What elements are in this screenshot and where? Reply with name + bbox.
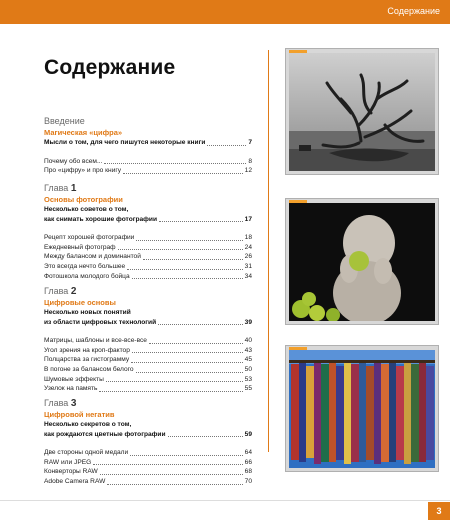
intro-section bbox=[44, 116, 252, 176]
toc-entry[interactable]: из области цифровых технологий 39 bbox=[44, 318, 252, 326]
toc-entry[interactable]: Полцарства за гистограмму 45 bbox=[44, 356, 252, 364]
chapter-subtitle: Цифровые основы bbox=[44, 298, 116, 307]
toc-entry[interactable]: Шумовые эффекты 53 bbox=[44, 375, 252, 383]
hanging-scarves-photo bbox=[289, 350, 435, 468]
chapter-1-section bbox=[44, 183, 252, 281]
photo-frame-2 bbox=[285, 198, 439, 325]
photo-frame-1 bbox=[285, 48, 439, 175]
toc-entry[interactable]: Про «цифру» и про книгу 12 bbox=[44, 167, 252, 175]
page-title: Содержание bbox=[44, 56, 176, 79]
toc-entry[interactable]: В погоне за балансом белого 50 bbox=[44, 365, 252, 373]
toc-entry[interactable]: как рождаются цветные фотографии 59 bbox=[44, 430, 252, 438]
chapter-3-section bbox=[44, 398, 252, 487]
toc-entry[interactable]: RAW или JPEG 66 bbox=[44, 458, 252, 466]
toc-entry[interactable]: Рецепт хорошей фотографии 18 bbox=[44, 234, 252, 242]
toc-entry[interactable]: Adobe Camera RAW 70 bbox=[44, 477, 252, 485]
footer-divider bbox=[0, 500, 450, 501]
toc-entry[interactable]: Ежедневный фотограф 24 bbox=[44, 243, 252, 251]
dead-tree-bw-photo bbox=[289, 53, 435, 171]
header-title: Содержание bbox=[387, 6, 440, 16]
toc-entry[interactable]: Угол зрения на кроп-фактор 43 bbox=[44, 346, 252, 354]
toc-entry[interactable]: Почему обо всем... 8 bbox=[44, 157, 252, 165]
toc-entry[interactable]: Это всегда нечто большее 31 bbox=[44, 262, 252, 270]
toc-entry[interactable]: Узелок на память 55 bbox=[44, 385, 252, 393]
chapter-label: Глава 3 bbox=[44, 398, 77, 409]
intro-label: Введение bbox=[44, 116, 85, 126]
toc-entry[interactable]: Конверторы RAW 68 bbox=[44, 468, 252, 476]
toc-entry[interactable]: Матрицы, шаблоны и все-все-все 40 bbox=[44, 337, 252, 345]
chapter-subtitle: Основы фотографии bbox=[44, 195, 123, 204]
chapter-label: Глава 2 bbox=[44, 286, 77, 297]
chapter-2-section bbox=[44, 286, 252, 394]
chapter-subtitle: Цифровой негатив bbox=[44, 410, 115, 419]
chapter-lead-line: Несколько новых понятий bbox=[44, 309, 131, 316]
chapter-lead-line: Несколько советов о том, bbox=[44, 206, 129, 213]
header-bar bbox=[0, 0, 450, 24]
chapter-lead-line: Несколько секретов о том, bbox=[44, 421, 132, 428]
page-number: 3 bbox=[428, 502, 450, 520]
chapter-label: Глава 1 bbox=[44, 183, 77, 194]
intro-subtitle: Магическая «цифра» bbox=[44, 128, 123, 137]
photo-frame-3 bbox=[285, 345, 439, 472]
toc-entry[interactable]: как снимать хорошие фотографии 17 bbox=[44, 215, 252, 223]
toc-entry[interactable]: Две стороны одной медали 64 bbox=[44, 449, 252, 457]
baby-eating-apple-photo bbox=[289, 203, 435, 321]
toc-entry[interactable]: Фотошкола молодого бойца 34 bbox=[44, 272, 252, 280]
toc-entry[interactable]: Мысли о том, для чего пишутся некоторые книги 7 bbox=[44, 139, 252, 146]
column-divider bbox=[268, 50, 269, 452]
toc-entry[interactable]: Между балансом и доминантой 26 bbox=[44, 253, 252, 261]
